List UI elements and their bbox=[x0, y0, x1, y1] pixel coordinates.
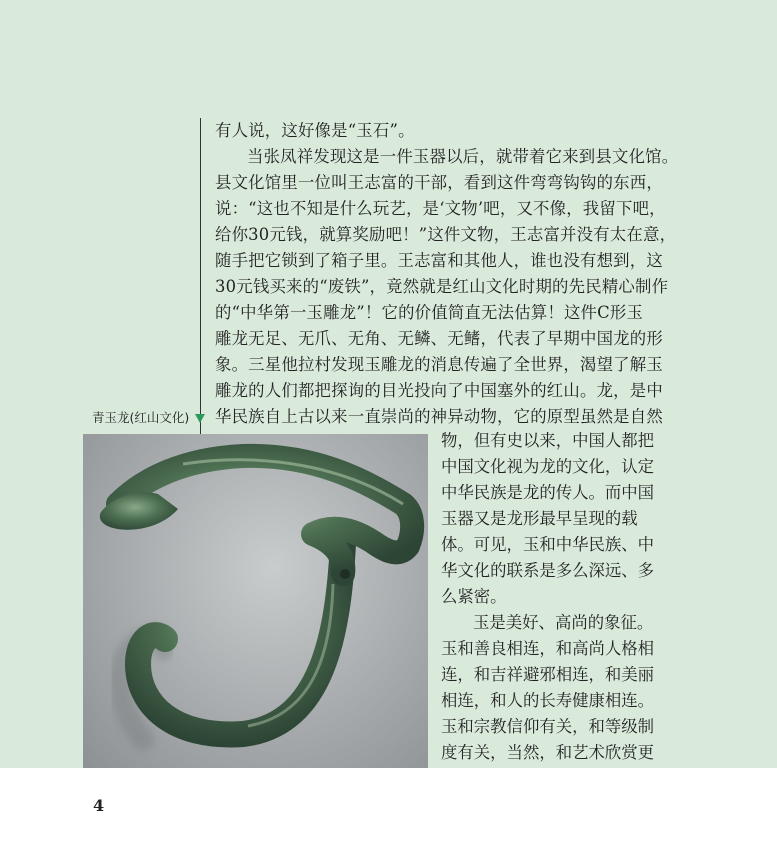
text-line: 度有关，当然，和艺术欣赏更 bbox=[441, 743, 655, 762]
text-line: 县文化馆里一位叫王志富的干部，看到这件弯弯钩钩的东西， bbox=[215, 173, 663, 192]
text-line: 相连，和人的长寿健康相连。 bbox=[441, 691, 655, 710]
text-line: 说：“这也不知是什么玩艺，是‘文物’吧，又不像，我留下吧， bbox=[215, 199, 666, 218]
wrap-text-block bbox=[441, 428, 655, 610]
text-line: 当张凤祥发现这是一件玉器以后，就带着它来到县文化馆。 bbox=[247, 147, 679, 166]
text-line: 雕龙的人们都把探询的目光投向了中国塞外的红山。龙，是中 bbox=[215, 381, 663, 400]
vertical-rule bbox=[200, 118, 201, 434]
text-line: 随手把它锁到了箱子里。王志富和其他人，谁也没有想到，这 bbox=[215, 251, 663, 270]
text-line: 连，和吉祥避邪相连，和美丽 bbox=[441, 665, 655, 684]
caption-text: 青玉龙(红山文化) bbox=[92, 410, 190, 425]
text-line: 玉是美好、高尚的象征。 bbox=[473, 613, 654, 632]
main-text-block bbox=[215, 118, 679, 430]
text-line: 玉和善良相连，和高尚人格相 bbox=[441, 639, 655, 658]
wrap-text-block-2 bbox=[441, 610, 655, 766]
text-line: 雕龙无足、无爪、无角、无鳞、无鳍，代表了早期中国龙的形 bbox=[215, 329, 663, 348]
page-number: 4 bbox=[93, 796, 105, 815]
text-line: 玉器又是龙形最早呈现的载 bbox=[441, 509, 638, 528]
figure-caption bbox=[92, 408, 205, 426]
text-line: 象。三星他拉村发现玉雕龙的消息传遍了全世界，渴望了解玉 bbox=[215, 355, 663, 374]
triangle-down-icon bbox=[195, 414, 205, 423]
text-line: 中华民族是龙的传人。而中国 bbox=[441, 483, 655, 502]
text-line: 么紧密。 bbox=[441, 587, 507, 606]
text-line: 玉和宗教信仰有关，和等级制 bbox=[441, 717, 655, 736]
text-line: 华民族自上古以来一直崇尚的神异动物，它的原型虽然是自然 bbox=[215, 407, 663, 426]
jade-dragon-illustration bbox=[83, 434, 428, 768]
text-line: 中国文化视为龙的文化，认定 bbox=[441, 457, 655, 476]
text-line: 华文化的联系是多么深远、多 bbox=[441, 561, 655, 580]
text-line: 物，但有史以来，中国人都把 bbox=[441, 431, 655, 450]
jade-dragon-photo bbox=[83, 434, 428, 768]
text-line: 体。可见，玉和中华民族、中 bbox=[441, 535, 655, 554]
text-line: 有人说，这好像是“玉石”。 bbox=[215, 121, 415, 140]
text-line: 给你30元钱，就算奖励吧！”这件文物，王志富并没有太在意， bbox=[215, 225, 677, 244]
text-line: 的“中华第一玉雕龙”！它的价值简直无法估算！这件C形玉 bbox=[215, 303, 644, 322]
text-line: 30元钱买来的“废铁”，竟然就是红山文化时期的先民精心制作 bbox=[215, 277, 669, 296]
